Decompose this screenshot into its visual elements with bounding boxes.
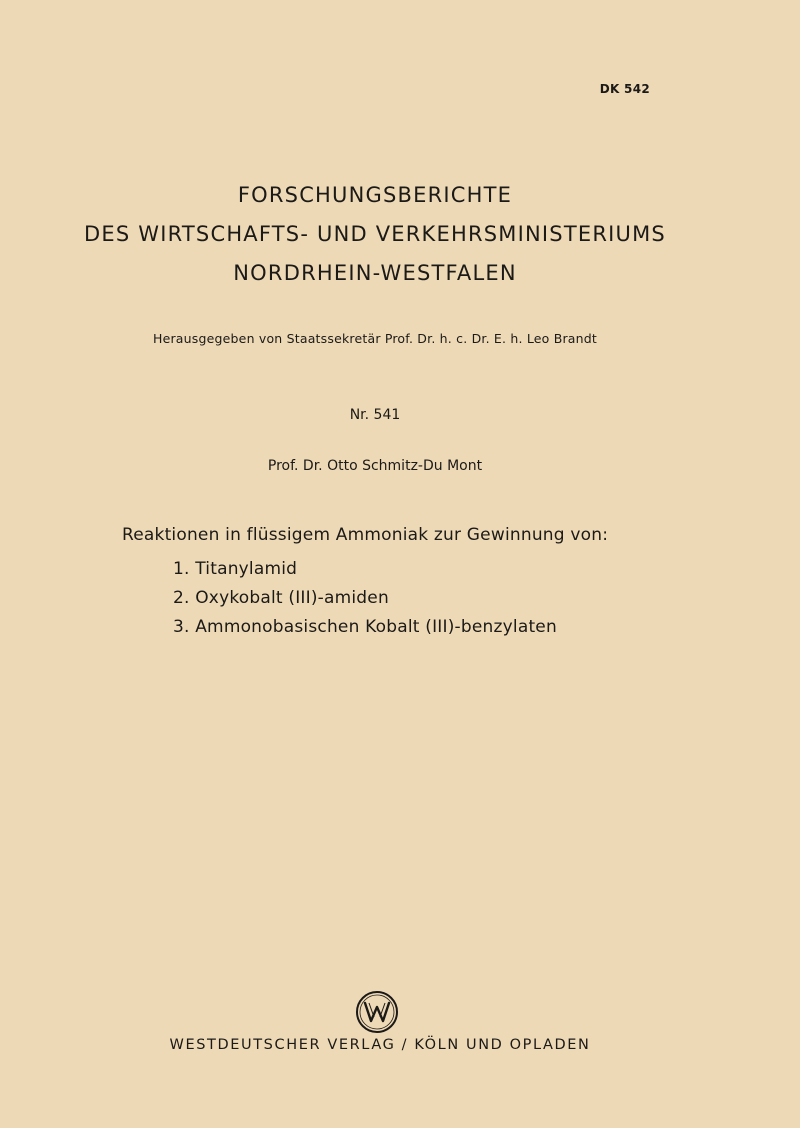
classification-code: DK 542 bbox=[599, 82, 650, 96]
publisher-line: WESTDEUTSCHER VERLAG / KÖLN UND OPLADEN bbox=[169, 1037, 591, 1053]
publisher-w-logo-icon bbox=[355, 990, 399, 1034]
series-title-line-3: NORDRHEIN-WESTFALEN bbox=[233, 261, 517, 285]
author-name: Prof. Dr. Otto Schmitz-Du Mont bbox=[267, 458, 483, 474]
report-number: Nr. 541 bbox=[349, 407, 401, 423]
report-title-item: 1. Titanylamid bbox=[173, 559, 298, 579]
series-title-line-1: FORSCHUNGSBERICHTE bbox=[237, 183, 513, 207]
report-title bbox=[122, 525, 722, 642]
report-title-item: 2. Oxykobalt (III)-amiden bbox=[173, 588, 389, 608]
publisher-logo-svg bbox=[355, 990, 399, 1034]
series-title bbox=[0, 176, 750, 293]
report-title-item: 3. Ammonobasischen Kobalt (III)-benzylaten bbox=[173, 617, 557, 637]
report-title-main: Reaktionen in flüssigem Ammoniak zur Gewinnung von: bbox=[122, 525, 609, 545]
report-title-items bbox=[122, 555, 722, 642]
series-title-line-2: DES WIRTSCHAFTS- UND VERKEHRSMINISTERIUMS bbox=[84, 222, 666, 246]
editor-line: Herausgegeben von Staatssekretär Prof. Dr. h. c. Dr. E. h. Leo Brandt bbox=[152, 331, 598, 346]
